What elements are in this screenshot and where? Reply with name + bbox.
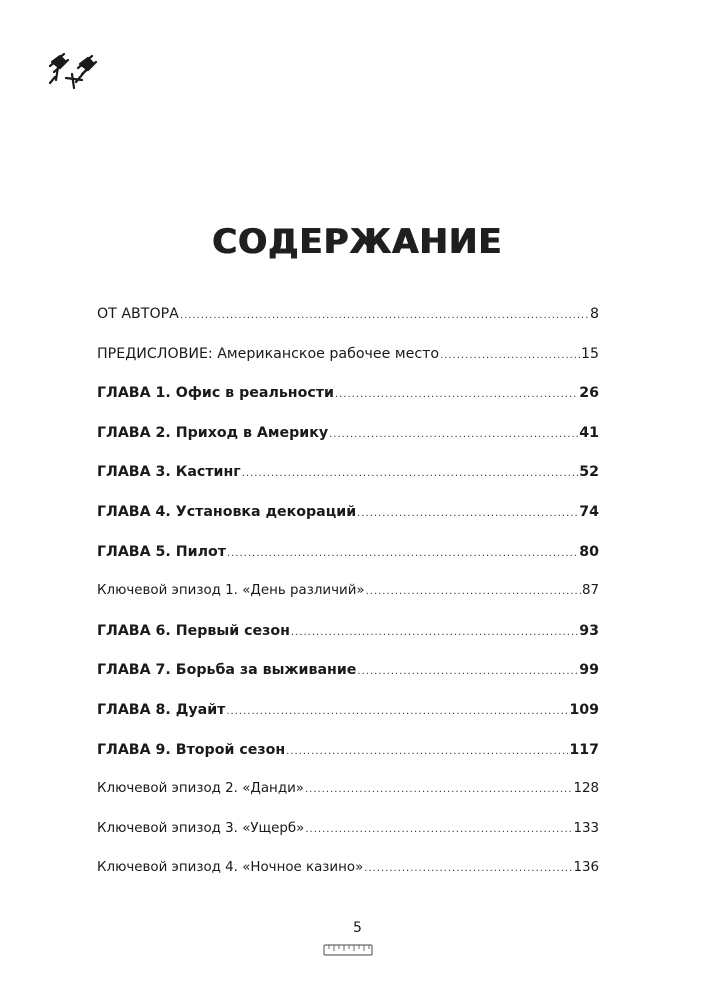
toc-entry-title: Ключевой эпизод 1. «День различий» bbox=[97, 583, 365, 599]
toc-chapter-number: ГЛАВА 4. bbox=[97, 503, 171, 520]
ruler-icon bbox=[323, 944, 373, 956]
toc-page-number: 41 bbox=[579, 424, 599, 441]
toc-entry-label bbox=[97, 781, 304, 796]
toc-leader-dots bbox=[357, 666, 578, 677]
toc-leader-dots bbox=[357, 508, 578, 519]
toc-page-number: 133 bbox=[573, 820, 599, 836]
toc-entry bbox=[97, 781, 599, 821]
toc-page-number: 80 bbox=[579, 543, 599, 560]
toc-leader-dots bbox=[226, 706, 568, 717]
toc-entry bbox=[97, 306, 599, 346]
toc-leader-dots bbox=[329, 429, 578, 440]
toc-entry bbox=[97, 662, 599, 702]
toc-leader-dots bbox=[286, 746, 568, 757]
toc-page-number: 109 bbox=[569, 701, 599, 718]
toc-entry-label bbox=[97, 742, 285, 758]
toc-leader-dots bbox=[366, 586, 581, 597]
toc-page-number: 8 bbox=[589, 306, 599, 322]
toc-chapter-number: ГЛАВА 2. bbox=[97, 424, 171, 441]
toc-leader-dots bbox=[242, 468, 579, 479]
toc-entry-title: Ключевой эпизод 3. «Ущерб» bbox=[97, 820, 305, 836]
toc-chapter-number: ГЛАВА 5. bbox=[97, 543, 171, 560]
toc-chapter-number: ГЛАВА 1. bbox=[97, 385, 171, 402]
toc-entry-title: ОТ АВТОРА bbox=[97, 306, 179, 322]
toc-entry bbox=[97, 464, 599, 504]
page-title: СОДЕРЖАНИЕ bbox=[212, 222, 503, 262]
toc-page-number: 117 bbox=[569, 741, 599, 758]
table-of-contents bbox=[97, 306, 599, 900]
toc-entry-title: Ключевой эпизод 2. «Данди» bbox=[97, 781, 304, 797]
toc-entry-title: Приход в Америку bbox=[170, 424, 329, 441]
toc-page-number: 93 bbox=[579, 622, 599, 639]
toc-entry-label bbox=[97, 464, 241, 480]
toc-page-number: 15 bbox=[580, 345, 599, 362]
toc-page-number: 52 bbox=[579, 464, 599, 481]
toc-page-number: 74 bbox=[579, 503, 599, 520]
toc-entry-title: Установка декораций bbox=[170, 503, 357, 520]
toc-entry bbox=[97, 385, 599, 425]
toc-entry-label bbox=[97, 583, 365, 598]
pushpins-icon bbox=[46, 50, 110, 90]
toc-entry-label bbox=[97, 662, 356, 678]
toc-entry-title: ПРЕДИСЛОВИЕ: Американское рабочее место bbox=[97, 345, 440, 362]
page-number: 5 bbox=[353, 920, 362, 936]
toc-leader-dots bbox=[440, 350, 580, 361]
toc-chapter-number: ГЛАВА 6. bbox=[97, 622, 171, 639]
toc-entry bbox=[97, 346, 599, 386]
toc-page-number: 26 bbox=[579, 385, 599, 402]
toc-entry-label bbox=[97, 544, 226, 560]
toc-leader-dots bbox=[305, 824, 572, 835]
toc-entry-title: Второй сезон bbox=[170, 741, 286, 758]
toc-entry-label bbox=[97, 385, 334, 401]
toc-entry bbox=[97, 821, 599, 861]
toc-page-number: 99 bbox=[579, 662, 599, 679]
toc-entry-title: Первый сезон bbox=[170, 622, 290, 639]
toc-entry bbox=[97, 425, 599, 465]
toc-entry-title: Дуайт bbox=[170, 701, 226, 718]
toc-entry-label bbox=[97, 623, 290, 639]
toc-entry-label bbox=[97, 860, 363, 875]
toc-leader-dots bbox=[364, 863, 572, 874]
toc-entry-label bbox=[97, 702, 225, 718]
toc-page-number: 87 bbox=[581, 583, 599, 599]
toc-entry bbox=[97, 702, 599, 742]
toc-entry-title: Офис в реальности bbox=[170, 385, 334, 402]
toc-leader-dots bbox=[291, 627, 578, 638]
toc-leader-dots bbox=[305, 784, 572, 795]
toc-entry-title: Ключевой эпизод 4. «Ночное казино» bbox=[97, 860, 364, 876]
toc-entry-label bbox=[97, 425, 328, 441]
toc-page-number: 128 bbox=[573, 781, 599, 797]
toc-entry bbox=[97, 583, 599, 623]
toc-entry-title: Борьба за выживание bbox=[170, 662, 357, 679]
toc-entry bbox=[97, 860, 599, 900]
toc-entry-label bbox=[97, 821, 304, 836]
toc-entry-title: Пилот bbox=[170, 543, 226, 560]
toc-leader-dots bbox=[335, 389, 578, 400]
toc-leader-dots bbox=[227, 548, 578, 559]
toc-entry bbox=[97, 504, 599, 544]
toc-entry-label bbox=[97, 346, 439, 362]
toc-chapter-number: ГЛАВА 3. bbox=[97, 464, 171, 481]
toc-page-number: 136 bbox=[573, 860, 599, 876]
toc-entry bbox=[97, 544, 599, 584]
toc-entry bbox=[97, 623, 599, 663]
toc-entry bbox=[97, 742, 599, 782]
toc-entry-label bbox=[97, 504, 356, 520]
toc-entry-label bbox=[97, 306, 179, 322]
toc-entry-title: Кастинг bbox=[170, 464, 241, 481]
toc-leader-dots bbox=[180, 310, 589, 321]
toc-chapter-number: ГЛАВА 8. bbox=[97, 701, 171, 718]
toc-chapter-number: ГЛАВА 7. bbox=[97, 662, 171, 679]
toc-chapter-number: ГЛАВА 9. bbox=[97, 741, 171, 758]
